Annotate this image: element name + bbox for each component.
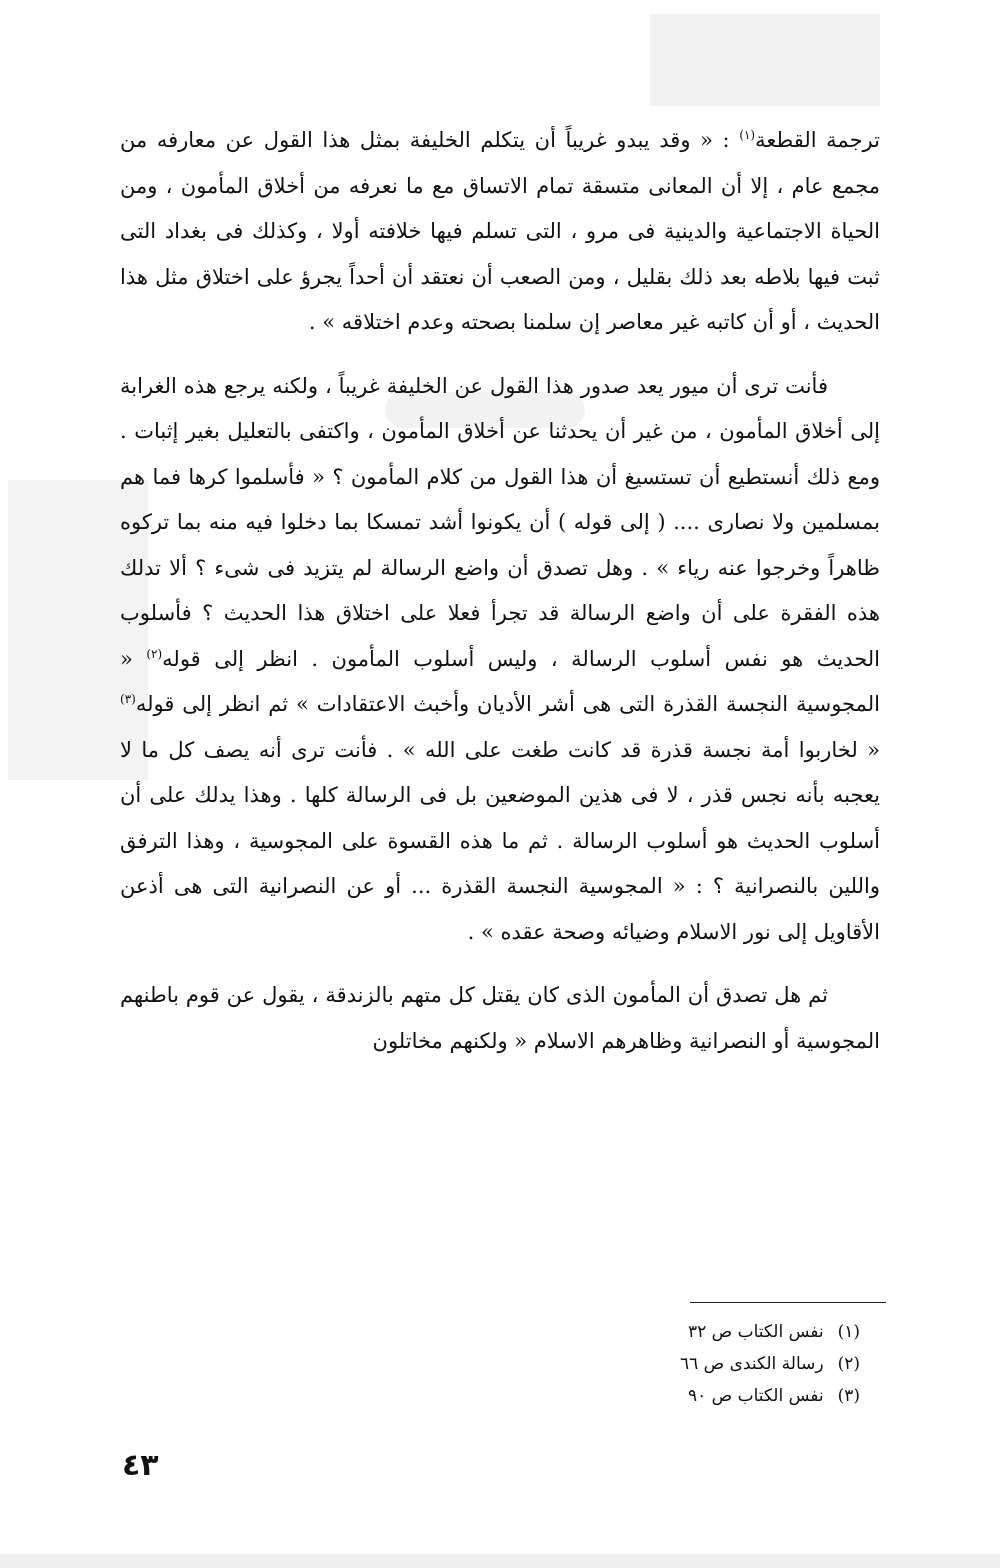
paragraph-text: « لخاربوا أمة نجسة قذرة قد كانت طغت على الله » . فأنت ترى أنه يصف كل ما لا يعجبه بأنه نجس قذر ، لا فى هذين الموضعين بل فى الرسالة كلها . وهذا يدلك على أن أسلوب الحديث هو أسلوب الرسالة . ثم ما هذه القسوة على المجوسية ، وهذا الترفق واللين بالنصرانية ؟ : « المجوسية النجسة القذرة ... أو عن النصرانية التى هى أذعن الأقاويل إلى نور الاسلام وضيائه وصحة عقده » . — [120, 737, 880, 944]
footnote-text: نفس الكتاب ص ٣٢ — [687, 1322, 824, 1342]
paragraph-text: : « وقد يبدو غريباً أن يتكلم الخليفة بمثل هذا القول عن معارفه من مجمع عام ، إلا أن المعانى متسقة تمام الاتساق مع ما نعرفه من أخلاق المأمون ، ومن الحياة الاجتماعية والدينية فى مرو ، التى تسلم فيها خلافته أولا ، وكذلك فى بغداد التى ثبت فيها بلاطه بعد ذلك بقليل ، ومن الصعب أن نعتقد أن أحداً يجرؤ على اختلاق مثل هذا الحديث ، أو أن كاتبه غير معاصر إن سلمنا بصحته وعدم اختلاقه » . — [120, 128, 880, 334]
page-body — [120, 118, 880, 1064]
footnote-text: رسالة الكندى ص ٦٦ — [679, 1354, 824, 1374]
footnote-ref-3: (٣) — [120, 692, 136, 706]
footnote-ref-2: (٢) — [146, 646, 163, 661]
scan-edge — [0, 1554, 1000, 1568]
footnote-item — [560, 1316, 860, 1348]
footnote-ref-1: (١) — [739, 128, 756, 142]
paragraph-text: فأنت ترى أن ميور يعد صدور هذا القول عن الخليفة غريباً ، ولكنه يرجع هذه الغرابة إلى أخلاق المأمون ، من غير أن يحدثنا عن أخلاق المأمون ، واكتفى بالتعليل بغير إثبات . ومع ذلك أنستطيع أن تستسيغ أن هذا القول من كلام المأمون ؟ « فأسلموا كرها فما هم بمسلمين ولا نصارى .... ( إلى قوله ) أن يكونوا أشد تمسكا بما دخلوا فيه منه بما تركوه ظاهراً وخرجوا عنه رياء » . وهل تصدق أن واضع الرسالة لم يتزيد فى شىء ؟ ألا تدلك هذه الفقرة على أن واضع الرسالة قد تجرأ فعلا على اختلاق هذا الحديث ؟ فأسلوب الحديث هو نفس أسلوب الرسالة ، وليس أسلوب المأمون . انظر إلى قوله — [120, 373, 880, 671]
paragraph-text: ترجمة القطعة — [755, 128, 880, 152]
footnote-number: (١) — [837, 1322, 860, 1342]
page-number: ٤٣ — [122, 1448, 159, 1483]
footnote-item — [560, 1348, 860, 1380]
footnotes — [560, 1316, 860, 1412]
footnote-item — [560, 1380, 860, 1412]
footnote-number: (٣) — [837, 1386, 860, 1406]
footnote-text: نفس الكتاب ص ٩٠ — [687, 1386, 824, 1406]
scan-blemish — [650, 14, 880, 106]
footnote-number: (٢) — [837, 1354, 860, 1374]
paragraph-1 — [120, 118, 880, 346]
paragraph-2 — [120, 364, 880, 956]
paragraph-text: « المجوسية النجسة القذرة التى هى أشر الأديان وأخبث الاعتقادات » ثم انظر إلى قوله — [120, 646, 880, 716]
paragraph-3 — [120, 973, 880, 1064]
paragraph-text: ثم هل تصدق أن المأمون الذى كان يقتل كل متهم بالزندقة ، يقول عن قوم باطنهم المجوسية أو النصرانية وظاهرهم الاسلام « ولكنهم مخاتلون — [120, 983, 880, 1053]
footnote-divider — [690, 1302, 886, 1303]
